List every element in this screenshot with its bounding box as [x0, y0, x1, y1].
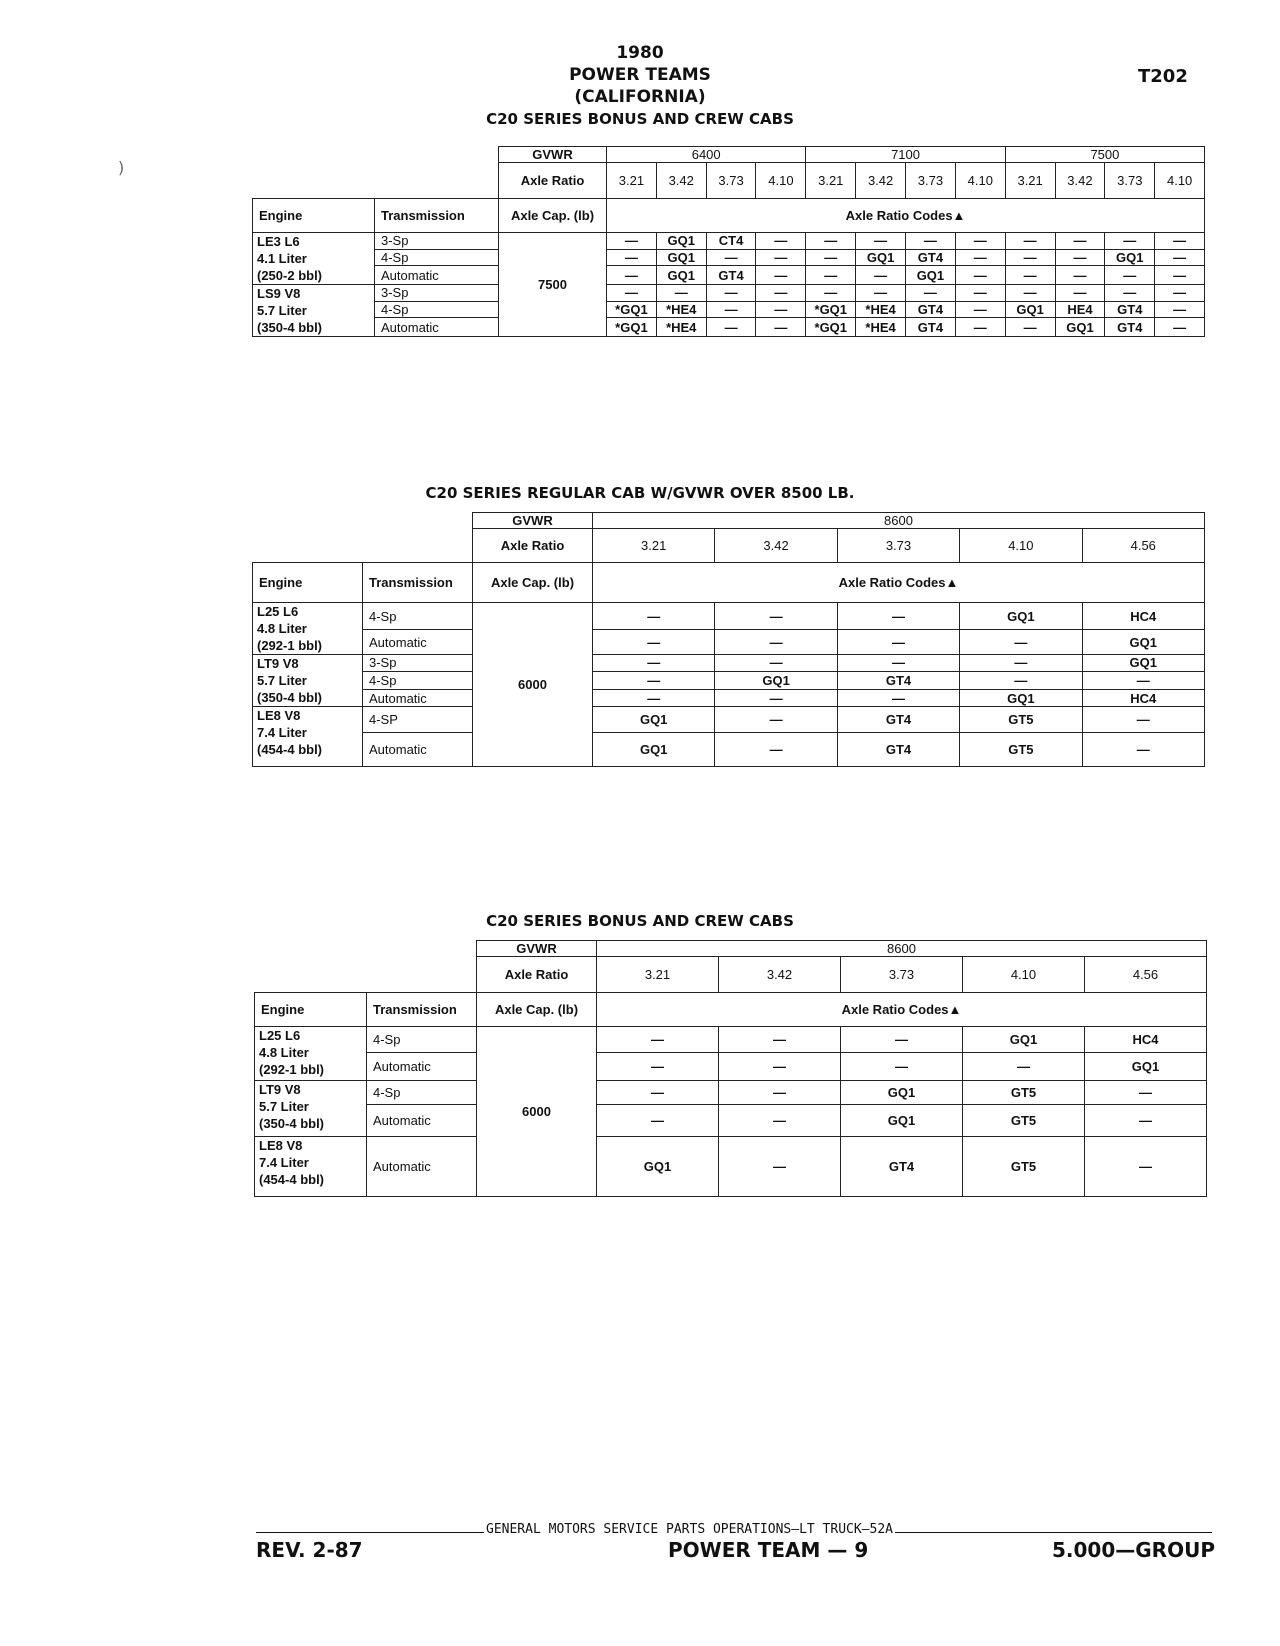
axle-ratio-code: *GQ1	[607, 318, 657, 337]
axle-ratio-code: GQ1	[1085, 1053, 1207, 1081]
axle-ratio-code: GQ1	[593, 707, 715, 733]
page-id: T202	[1138, 66, 1188, 87]
transmission-cell: Automatic	[363, 690, 473, 707]
gvwr-row	[255, 941, 1207, 957]
engine-header: Engine	[253, 199, 375, 233]
gvwr-value: 7500	[1005, 147, 1204, 163]
axle-ratio-code: —	[1005, 318, 1055, 337]
table-row	[255, 1053, 1207, 1081]
axle-ratio-value: 4.56	[1082, 529, 1204, 563]
table-row	[255, 1137, 1207, 1197]
header-year: 1980	[616, 43, 664, 63]
transmission-cell: 4-Sp	[363, 671, 473, 689]
table-row	[253, 671, 1205, 689]
footer-revision: REV. 2-87	[256, 1538, 363, 1562]
axle-ratio-code: —	[955, 285, 1005, 302]
axle-cap-label: Axle Cap. (lb)	[477, 993, 597, 1027]
axle-ratio-code: GQ1	[715, 671, 837, 689]
axle-ratio-value: 3.21	[597, 957, 719, 993]
table-row	[253, 655, 1205, 672]
axle-ratio-code: —	[837, 630, 959, 655]
axle-ratio-code: *HE4	[656, 301, 706, 318]
gvwr-label: GVWR	[499, 147, 607, 163]
axle-ratio-value: 3.21	[806, 163, 856, 199]
footer-group: 5.000—GROUP	[1052, 1538, 1215, 1562]
table-row	[253, 630, 1205, 655]
axle-ratio-code: —	[597, 1053, 719, 1081]
axle-ratio-value: 3.42	[856, 163, 906, 199]
engine-line: 5.7 Liter	[257, 303, 307, 318]
axle-ratio-code: —	[593, 603, 715, 630]
axle-ratio-code: *HE4	[856, 301, 906, 318]
axle-ratio-value: 3.42	[656, 163, 706, 199]
axle-ratio-value: 4.10	[960, 529, 1082, 563]
corner-blank	[253, 513, 473, 563]
axle-ratio-code: —	[706, 249, 756, 266]
axle-ratio-code: —	[806, 266, 856, 285]
table-row	[253, 249, 1205, 266]
axle-ratio-code: —	[715, 690, 837, 707]
axle-ratio-code: —	[597, 1105, 719, 1137]
transmission-header: Transmission	[375, 199, 499, 233]
gvwr-label: GVWR	[473, 513, 593, 529]
gvwr-row	[253, 147, 1205, 163]
axle-ratio-code: *GQ1	[806, 301, 856, 318]
axle-ratio-code: —	[837, 603, 959, 630]
axle-ratio-code: —	[1082, 671, 1204, 689]
axle-ratio-code: GT4	[837, 671, 959, 689]
axle-ratio-code: GQ1	[906, 266, 956, 285]
axle-ratio-code: —	[1055, 266, 1105, 285]
axle-ratio-value: 3.73	[841, 957, 963, 993]
engine-line: LE3 L6	[257, 234, 300, 249]
axle-ratio-code: GQ1	[841, 1081, 963, 1105]
axle-ratio-value: 3.73	[837, 529, 959, 563]
axle-ratio-value: 4.56	[1085, 957, 1207, 993]
transmission-header: Transmission	[363, 563, 473, 603]
engine-line: LT9 V8	[259, 1082, 301, 1097]
margin-mark: )	[118, 158, 125, 177]
axle-ratio-code: *HE4	[856, 318, 906, 337]
transmission-cell: 4-SP	[363, 707, 473, 733]
transmission-cell: Automatic	[367, 1053, 477, 1081]
axle-ratio-code: —	[1005, 266, 1055, 285]
corner-blank	[253, 147, 499, 199]
axle-ratio-value: 3.73	[906, 163, 956, 199]
table-row	[253, 285, 1205, 302]
engine-line: 4.8 Liter	[257, 621, 307, 636]
axle-ratio-code: —	[756, 266, 806, 285]
axle-ratio-code: GQ1	[656, 233, 706, 250]
transmission-cell: 4-Sp	[375, 301, 499, 318]
axle-ratio-code: —	[715, 655, 837, 672]
axle-ratio-code: —	[719, 1105, 841, 1137]
axle-ratio-code: —	[960, 630, 1082, 655]
table-row	[255, 1105, 1207, 1137]
axle-ratio-code: —	[806, 233, 856, 250]
transmission-cell: 3-Sp	[363, 655, 473, 672]
axle-ratio-code: HE4	[1055, 301, 1105, 318]
table-row	[253, 707, 1205, 733]
axle-ratio-code: —	[593, 671, 715, 689]
power-team-table-1	[252, 146, 1205, 337]
axle-ratio-code: —	[715, 603, 837, 630]
power-team-table-2	[252, 512, 1205, 767]
header-title: POWER TEAMS	[569, 65, 711, 85]
axle-capacity-cell: 6000	[473, 603, 593, 767]
axle-ratio-code: —	[1085, 1137, 1207, 1197]
axle-ratio-code: GQ1	[656, 266, 706, 285]
engine-line: L25 L6	[259, 1028, 301, 1043]
axle-ratio-code: GT5	[960, 707, 1082, 733]
axle-ratio-code: GQ1	[597, 1137, 719, 1197]
axle-ratio-code: GT5	[963, 1137, 1085, 1197]
axle-ratio-code: —	[963, 1053, 1085, 1081]
corner-blank	[255, 941, 477, 993]
axle-ratio-code: —	[1055, 233, 1105, 250]
transmission-cell: 3-Sp	[375, 285, 499, 302]
engine-line: LE8 V8	[257, 708, 301, 723]
axle-ratio-code: —	[756, 249, 806, 266]
axle-ratio-code: —	[597, 1027, 719, 1053]
axle-ratio-value: 4.10	[963, 957, 1085, 993]
axle-ratio-code: GQ1	[856, 249, 906, 266]
axle-ratio-value: 3.73	[1105, 163, 1155, 199]
table-row	[255, 1081, 1207, 1105]
axle-ratio-code: —	[856, 285, 906, 302]
transmission-cell: Automatic	[375, 266, 499, 285]
axle-ratio-code: —	[837, 690, 959, 707]
engine-line: LE8 V8	[259, 1138, 303, 1153]
axle-ratio-code: GT4	[906, 301, 956, 318]
table-row	[253, 690, 1205, 707]
axle-cap-label: Axle Cap. (lb)	[473, 563, 593, 603]
axle-ratio-code: —	[960, 671, 1082, 689]
axle-ratio-code: —	[656, 285, 706, 302]
axle-ratio-code: —	[1105, 266, 1155, 285]
axle-ratio-code: HC4	[1082, 690, 1204, 707]
axle-ratio-code: GQ1	[1105, 249, 1155, 266]
axle-ratio-code: *HE4	[656, 318, 706, 337]
axle-ratio-code: —	[1155, 301, 1205, 318]
axle-ratio-code: —	[1155, 318, 1205, 337]
axle-cap-label: Axle Cap. (lb)	[499, 199, 607, 233]
gvwr-value: 8600	[593, 513, 1205, 529]
axle-ratio-value: 3.73	[706, 163, 756, 199]
engine-line: LT9 V8	[257, 656, 299, 671]
axle-ratio-code: GT4	[1105, 301, 1155, 318]
axle-ratio-value: 3.42	[715, 529, 837, 563]
engine-line: 5.7 Liter	[259, 1099, 309, 1114]
axle-ratio-code: —	[607, 266, 657, 285]
axle-ratio-label: Axle Ratio	[499, 163, 607, 199]
axle-ratio-code: —	[1155, 285, 1205, 302]
footer-page: POWER TEAM — 9	[668, 1538, 869, 1562]
axle-ratio-code: GT4	[841, 1137, 963, 1197]
axle-ratio-code: GT4	[1105, 318, 1155, 337]
axle-ratio-code: —	[1005, 233, 1055, 250]
gvwr-value: 8600	[597, 941, 1207, 957]
axle-ratio-label: Axle Ratio	[473, 529, 593, 563]
axle-ratio-codes-header: Axle Ratio Codes▲	[607, 199, 1205, 233]
axle-ratio-code: —	[593, 630, 715, 655]
axle-ratio-code: —	[715, 707, 837, 733]
axle-ratio-code: —	[593, 655, 715, 672]
axle-ratio-code: GQ1	[1082, 655, 1204, 672]
axle-ratio-code: —	[806, 249, 856, 266]
axle-ratio-code: —	[706, 318, 756, 337]
transmission-header: Transmission	[367, 993, 477, 1027]
axle-ratio-code: —	[719, 1027, 841, 1053]
axle-ratio-code: —	[1055, 285, 1105, 302]
axle-ratio-code: —	[1155, 266, 1205, 285]
axle-ratio-code: —	[715, 733, 837, 767]
engine-cell	[253, 233, 375, 285]
axle-ratio-code: —	[607, 249, 657, 266]
axle-ratio-code: GT5	[963, 1105, 1085, 1137]
table-row	[253, 603, 1205, 630]
axle-ratio-code: —	[906, 233, 956, 250]
axle-ratio-code: —	[719, 1081, 841, 1105]
axle-ratio-code: —	[607, 233, 657, 250]
axle-capacity-cell: 6000	[477, 1027, 597, 1197]
axle-ratio-value: 3.21	[1005, 163, 1055, 199]
axle-ratio-code: —	[1105, 233, 1155, 250]
engine-line: 4.8 Liter	[259, 1045, 309, 1060]
gvwr-label: GVWR	[477, 941, 597, 957]
engine-header: Engine	[255, 993, 367, 1027]
axle-ratio-code: HC4	[1085, 1027, 1207, 1053]
axle-ratio-code: GQ1	[960, 690, 1082, 707]
axle-ratio-code: —	[1005, 249, 1055, 266]
footer-operations: GENERAL MOTORS SERVICE PARTS OPERATIONS—LT TRUCK—52A	[486, 1522, 893, 1537]
table-row	[253, 733, 1205, 767]
gvwr-value: 7100	[806, 147, 1005, 163]
engine-line: LS9 V8	[257, 286, 301, 301]
axle-ratio-code: —	[960, 655, 1082, 672]
axle-ratio-code: GT5	[963, 1081, 1085, 1105]
axle-ratio-code: —	[756, 301, 806, 318]
table3-title: C20 SERIES BONUS AND CREW CABS	[486, 912, 794, 930]
axle-ratio-code: —	[706, 285, 756, 302]
axle-ratio-code: —	[1082, 733, 1204, 767]
axle-ratio-code: —	[1082, 707, 1204, 733]
axle-ratio-code: —	[719, 1053, 841, 1081]
axle-ratio-code: —	[955, 249, 1005, 266]
axle-ratio-code: GT4	[837, 707, 959, 733]
axle-ratio-code: —	[841, 1027, 963, 1053]
engine-line: 7.4 Liter	[259, 1155, 309, 1170]
engine-cell	[255, 1081, 367, 1137]
axle-ratio-code: GT4	[906, 249, 956, 266]
engine-line: (350-4 bbl)	[257, 690, 323, 705]
transmission-cell: 4-Sp	[363, 603, 473, 630]
engine-line: (454-4 bbl)	[257, 742, 323, 757]
engine-line: (250-2 bbl)	[257, 268, 323, 283]
axle-ratio-value: 4.10	[756, 163, 806, 199]
axle-ratio-value: 3.42	[1055, 163, 1105, 199]
axle-ratio-code: GQ1	[1055, 318, 1105, 337]
transmission-cell: Automatic	[367, 1105, 477, 1137]
engine-header: Engine	[253, 563, 363, 603]
engine-cell	[255, 1137, 367, 1197]
axle-ratio-code: *GQ1	[806, 318, 856, 337]
table-row	[253, 301, 1205, 318]
engine-line: (350-4 bbl)	[257, 320, 323, 335]
axle-ratio-code: —	[841, 1053, 963, 1081]
table-row	[253, 266, 1205, 285]
axle-ratio-code: GT5	[960, 733, 1082, 767]
axle-ratio-code: —	[955, 301, 1005, 318]
transmission-cell: Automatic	[363, 630, 473, 655]
column-header-row	[253, 199, 1205, 233]
axle-ratio-code: —	[955, 318, 1005, 337]
axle-ratio-code: —	[756, 318, 806, 337]
gvwr-row	[253, 513, 1205, 529]
transmission-cell: Automatic	[363, 733, 473, 767]
axle-ratio-code: —	[1105, 285, 1155, 302]
axle-ratio-code: GQ1	[656, 249, 706, 266]
axle-ratio-code: —	[1085, 1081, 1207, 1105]
header-region: (CALIFORNIA)	[574, 87, 706, 107]
axle-capacity-cell: 7500	[499, 233, 607, 337]
axle-ratio-code: —	[955, 266, 1005, 285]
engine-line: (454-4 bbl)	[259, 1172, 325, 1187]
axle-ratio-code: —	[837, 655, 959, 672]
axle-ratio-code: —	[756, 233, 806, 250]
axle-ratio-code: GQ1	[593, 733, 715, 767]
power-team-table-3	[254, 940, 1207, 1197]
axle-ratio-code: —	[719, 1137, 841, 1197]
axle-ratio-code: *GQ1	[607, 301, 657, 318]
engine-line: 7.4 Liter	[257, 725, 307, 740]
axle-ratio-code: —	[955, 233, 1005, 250]
axle-ratio-code: GT4	[906, 318, 956, 337]
axle-ratio-code: —	[856, 266, 906, 285]
axle-ratio-value: 3.21	[607, 163, 657, 199]
gvwr-value: 6400	[607, 147, 806, 163]
table2-title: C20 SERIES REGULAR CAB W/GVWR OVER 8500 LB.	[425, 484, 855, 502]
axle-ratio-code: —	[756, 285, 806, 302]
engine-cell	[253, 285, 375, 337]
engine-cell	[253, 707, 363, 767]
engine-line: 5.7 Liter	[257, 673, 307, 688]
engine-cell	[255, 1027, 367, 1081]
axle-ratio-code: —	[1155, 233, 1205, 250]
engine-cell	[253, 603, 363, 655]
transmission-cell: Automatic	[375, 318, 499, 337]
axle-ratio-code: —	[715, 630, 837, 655]
transmission-cell: 4-Sp	[367, 1081, 477, 1105]
axle-ratio-code: GQ1	[1005, 301, 1055, 318]
transmission-cell: Automatic	[367, 1137, 477, 1197]
axle-ratio-code: GT4	[706, 266, 756, 285]
column-header-row	[253, 563, 1205, 603]
table-row	[253, 318, 1205, 337]
axle-ratio-code: —	[806, 285, 856, 302]
axle-ratio-code: —	[1085, 1105, 1207, 1137]
axle-ratio-code: —	[597, 1081, 719, 1105]
axle-ratio-label: Axle Ratio	[477, 957, 597, 993]
engine-line: (292-1 bbl)	[257, 638, 323, 653]
table1-title: C20 SERIES BONUS AND CREW CABS	[486, 110, 794, 128]
column-header-row	[255, 993, 1207, 1027]
axle-ratio-code: —	[856, 233, 906, 250]
axle-ratio-code: HC4	[1082, 603, 1204, 630]
axle-ratio-code: CT4	[706, 233, 756, 250]
axle-ratio-code: —	[607, 285, 657, 302]
engine-line: L25 L6	[257, 604, 299, 619]
axle-ratio-value: 3.42	[719, 957, 841, 993]
transmission-cell: 4-Sp	[367, 1027, 477, 1053]
axle-ratio-code: —	[1155, 249, 1205, 266]
axle-ratio-code: GT4	[837, 733, 959, 767]
axle-ratio-code: GQ1	[963, 1027, 1085, 1053]
axle-ratio-code: —	[1005, 285, 1055, 302]
engine-cell	[253, 655, 363, 707]
axle-ratio-code: —	[1055, 249, 1105, 266]
axle-ratio-value: 4.10	[1155, 163, 1205, 199]
transmission-cell: 4-Sp	[375, 249, 499, 266]
engine-line: 4.1 Liter	[257, 251, 307, 266]
table-row	[255, 1027, 1207, 1053]
engine-line: (350-4 bbl)	[259, 1116, 325, 1131]
axle-ratio-value: 4.10	[955, 163, 1005, 199]
axle-ratio-code: —	[593, 690, 715, 707]
axle-ratio-codes-header: Axle Ratio Codes▲	[593, 563, 1205, 603]
axle-ratio-code: GQ1	[960, 603, 1082, 630]
axle-ratio-code: GQ1	[841, 1105, 963, 1137]
table-row	[253, 233, 1205, 250]
transmission-cell: 3-Sp	[375, 233, 499, 250]
engine-line: (292-1 bbl)	[259, 1062, 325, 1077]
axle-ratio-code: GQ1	[1082, 630, 1204, 655]
axle-ratio-code: —	[706, 301, 756, 318]
axle-ratio-value: 3.21	[593, 529, 715, 563]
axle-ratio-code: —	[906, 285, 956, 302]
axle-ratio-codes-header: Axle Ratio Codes▲	[597, 993, 1207, 1027]
